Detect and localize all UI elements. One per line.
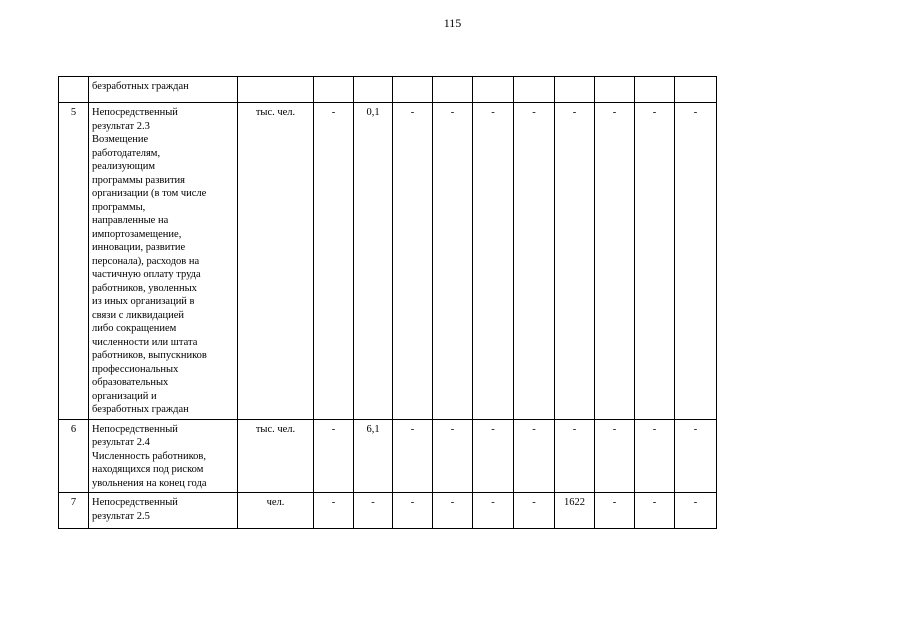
description-line: работников, уволенных bbox=[92, 282, 197, 294]
row-value: - bbox=[433, 493, 473, 529]
description-line: образовательных bbox=[92, 377, 169, 388]
description-line: либо сокращением bbox=[92, 323, 177, 334]
row-value: - bbox=[473, 419, 514, 493]
row-value: - bbox=[354, 493, 393, 529]
row-description bbox=[89, 77, 238, 103]
row-value bbox=[314, 77, 354, 103]
description-line: результат 2.4 bbox=[92, 437, 150, 448]
row-value bbox=[473, 77, 514, 103]
row-value bbox=[514, 77, 555, 103]
description-line: находящихся под риском bbox=[92, 464, 204, 475]
row-value: - bbox=[433, 419, 473, 493]
row-value: - bbox=[514, 493, 555, 529]
row-number: 7 bbox=[59, 493, 89, 529]
description-line: работников, выпускников bbox=[92, 350, 207, 361]
row-unit: чел. bbox=[238, 493, 314, 529]
row-unit: тыс. чел. bbox=[238, 419, 314, 493]
row-value: - bbox=[433, 103, 473, 420]
row-value: - bbox=[675, 493, 717, 529]
row-value: - bbox=[595, 493, 635, 529]
description-line: Непосредственный bbox=[92, 107, 178, 118]
description-line: результат 2.3 bbox=[92, 120, 150, 132]
page-number: 115 bbox=[443, 16, 462, 30]
description-line: персонала), расходов на bbox=[92, 255, 200, 267]
row-unit bbox=[238, 77, 314, 103]
row-value: - bbox=[314, 493, 354, 529]
row-value: 1622 bbox=[555, 493, 595, 529]
row-value: - bbox=[635, 493, 675, 529]
table-body bbox=[59, 77, 717, 529]
description-line: безработных граждан bbox=[92, 404, 189, 415]
description-line: реализующим bbox=[92, 161, 156, 172]
row-value: - bbox=[555, 419, 595, 493]
description-line: организаций и bbox=[92, 390, 157, 402]
description-line: программы, bbox=[92, 201, 146, 213]
row-value: - bbox=[514, 103, 555, 420]
row-value: - bbox=[635, 419, 675, 493]
row-value: - bbox=[473, 493, 514, 529]
row-value: - bbox=[675, 103, 717, 420]
description-line: Непосредственный bbox=[92, 423, 178, 435]
description-line: Непосредственный bbox=[92, 497, 178, 508]
row-value: - bbox=[314, 103, 354, 420]
description-line: результат 2.5 bbox=[92, 510, 150, 522]
row-value bbox=[555, 77, 595, 103]
row-value bbox=[354, 77, 393, 103]
table-row bbox=[59, 493, 717, 529]
description-line: организации (в том числе bbox=[92, 188, 207, 199]
row-value: - bbox=[635, 103, 675, 420]
indicators-table bbox=[58, 76, 717, 529]
table-row bbox=[59, 77, 717, 103]
row-value: - bbox=[555, 103, 595, 420]
description-line: направленные на bbox=[92, 215, 169, 226]
row-unit: тыс. чел. bbox=[238, 103, 314, 420]
description-line: работодателям, bbox=[92, 147, 161, 159]
description-line: профессиональных bbox=[92, 363, 179, 375]
description-line: связи с ликвидацией bbox=[92, 309, 185, 321]
row-value: 6,1 bbox=[354, 419, 393, 493]
row-value: - bbox=[393, 493, 433, 529]
row-value: - bbox=[393, 103, 433, 420]
row-value: - bbox=[595, 419, 635, 493]
row-value: - bbox=[393, 419, 433, 493]
description-line: увольнения на конец года bbox=[92, 477, 207, 489]
description-line: безработных граждан bbox=[92, 81, 189, 92]
description-line: численности или штата bbox=[92, 336, 198, 348]
row-value bbox=[595, 77, 635, 103]
row-number bbox=[59, 77, 89, 103]
row-value bbox=[635, 77, 675, 103]
description-line: частичную оплату труда bbox=[92, 269, 201, 280]
row-value bbox=[433, 77, 473, 103]
description-line: из иных организаций в bbox=[92, 296, 195, 307]
row-description bbox=[89, 493, 238, 529]
row-number: 6 bbox=[59, 419, 89, 493]
row-number: 5 bbox=[59, 103, 89, 420]
row-value bbox=[393, 77, 433, 103]
row-value: - bbox=[514, 419, 555, 493]
row-description bbox=[89, 419, 238, 493]
row-value: - bbox=[314, 419, 354, 493]
row-description bbox=[89, 103, 238, 420]
table-row bbox=[59, 419, 717, 493]
description-line: Численность работников, bbox=[92, 450, 207, 462]
description-line: инновации, развитие bbox=[92, 242, 186, 253]
description-line: программы развития bbox=[92, 174, 185, 186]
description-line: импортозамещение, bbox=[92, 228, 182, 240]
table-row bbox=[59, 103, 717, 420]
row-value: - bbox=[473, 103, 514, 420]
row-value bbox=[675, 77, 717, 103]
row-value: - bbox=[675, 419, 717, 493]
row-value: - bbox=[595, 103, 635, 420]
description-line: Возмещение bbox=[92, 134, 149, 145]
row-value: 0,1 bbox=[354, 103, 393, 420]
